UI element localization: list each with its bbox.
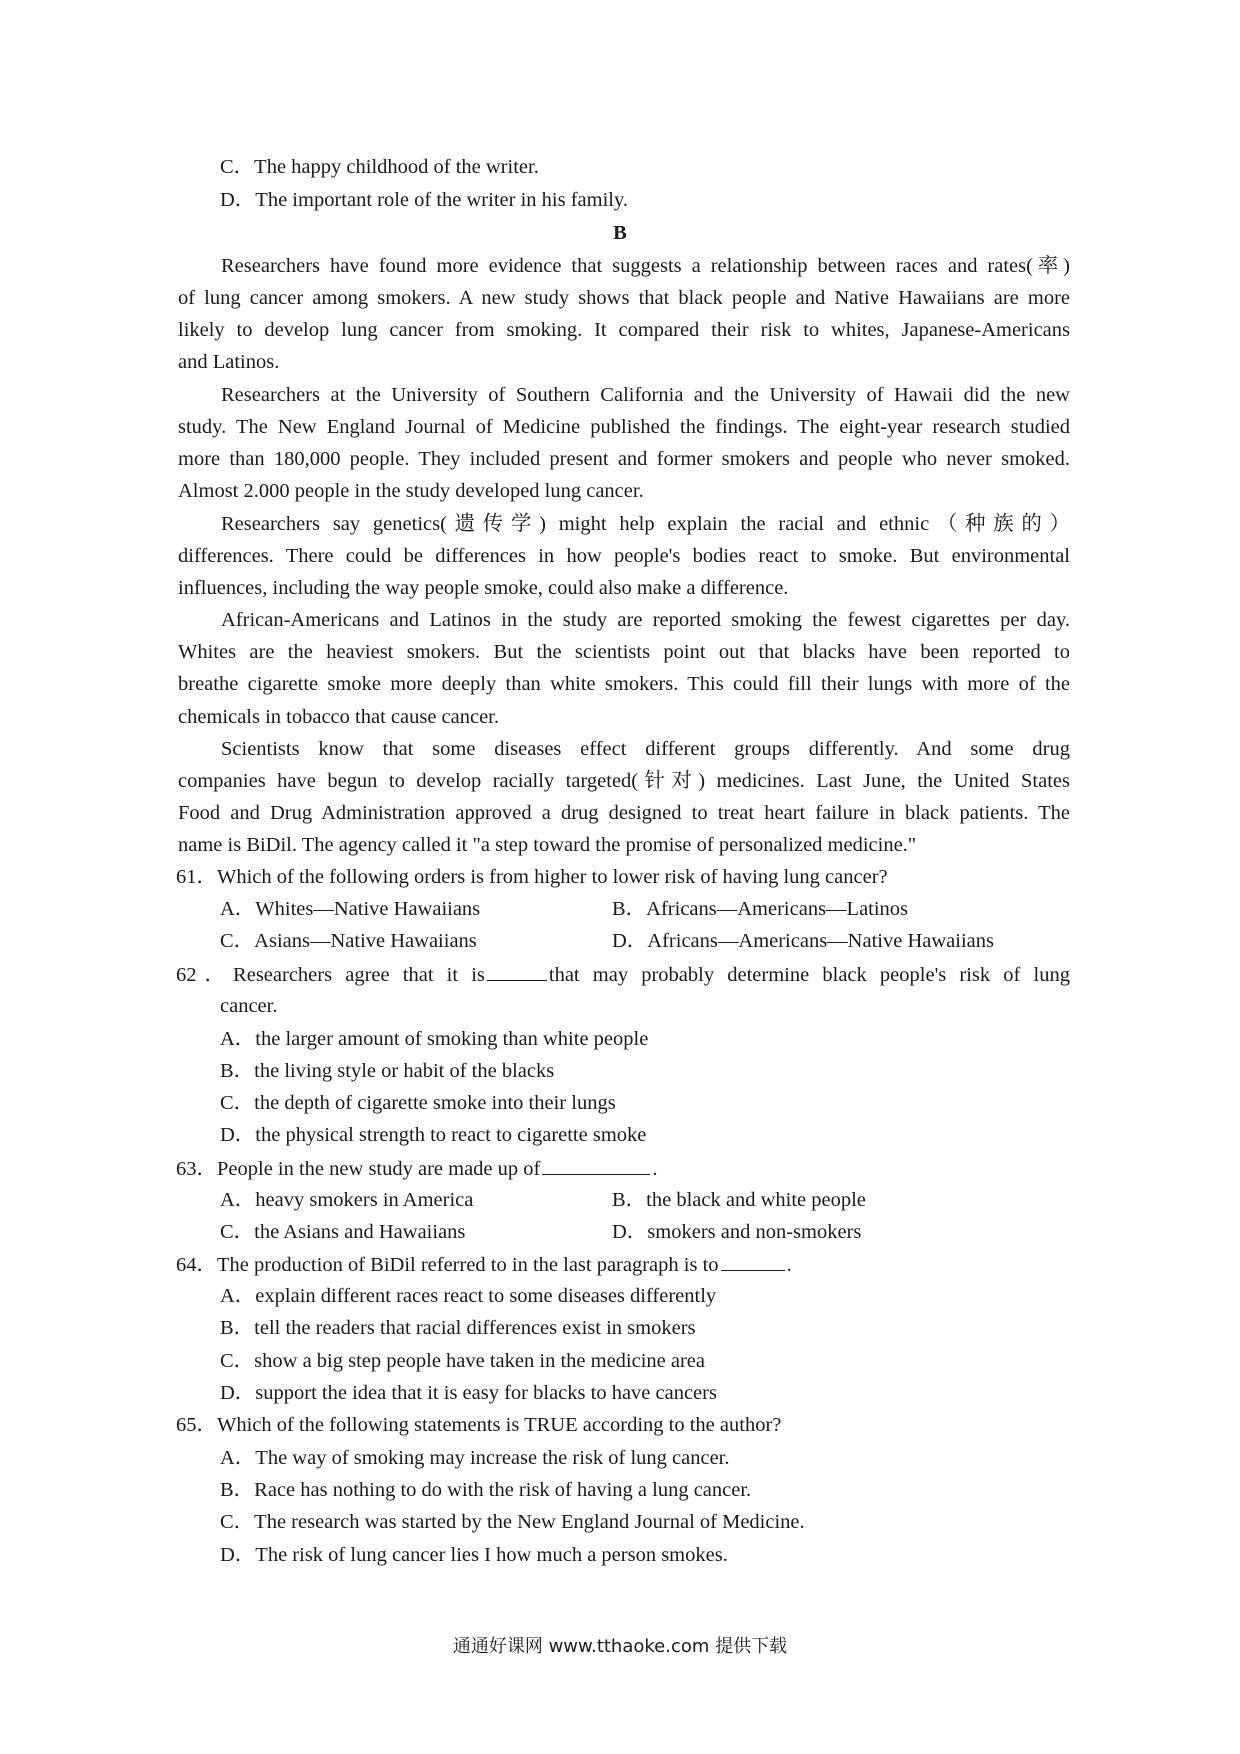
passage-line: Whites are the heaviest smokers. But the scientists point out that blacks have been reported to xyxy=(178,641,1070,663)
question-61-option-d[interactable]: D．Africans—Americans—Native Hawaiians xyxy=(612,930,994,952)
question-61-option-c[interactable]: C．Asians—Native Hawaiians xyxy=(220,930,477,952)
question-61-option-a[interactable]: A．Whites—Native Hawaiians xyxy=(220,898,481,920)
prev-option-d: D．The important role of the writer in his family. xyxy=(220,189,628,211)
question-65-option-d[interactable]: D．The risk of lung cancer lies I how much a person smokes. xyxy=(220,1544,728,1566)
passage-line: Scientists know that some diseases effect different groups differently. And some drug xyxy=(221,738,1070,760)
passage-line: of lung cancer among smokers. A new study shows that black people and Native Hawaiians are more xyxy=(178,287,1070,309)
answer-blank xyxy=(542,1154,650,1175)
question-63-stem-after: . xyxy=(652,1158,658,1180)
question-62-stem xyxy=(176,960,1070,989)
passage-line: Researchers at the University of Southern California and the University of Hawaii did the new xyxy=(221,384,1070,406)
passage-line: Food and Drug Administration approved a drug designed to treat heart failure in black patients. The xyxy=(178,802,1070,824)
question-64-stem-before: 64．The production of BiDil referred to in the last paragraph is to xyxy=(176,1254,719,1276)
passage-line: and Latinos. xyxy=(178,351,280,373)
question-62-stem-after: that may probably determine black people's risk of lung xyxy=(548,964,1070,986)
passage-line: African-Americans and Latinos in the study are reported smoking the fewest cigarettes per day. xyxy=(221,609,1070,631)
question-63-stem-before: 63．People in the new study are made up of xyxy=(176,1158,541,1180)
question-63-option-d[interactable]: D．smokers and non-smokers xyxy=(612,1221,862,1243)
question-65-stem: 65．Which of the following statements is TRUE according to the author? xyxy=(176,1414,782,1436)
question-64-option-c[interactable]: C．show a big step people have taken in the medicine area xyxy=(220,1350,706,1372)
passage-line: Researchers have found more evidence that suggests a relationship between races and rates(率) xyxy=(221,255,1070,277)
question-63-option-b[interactable]: B．the black and white people xyxy=(612,1189,866,1211)
question-62-stem-before: 62．Researchers agree that it is xyxy=(176,964,485,986)
section-label: B xyxy=(613,222,627,244)
question-62-option-b[interactable]: B．the living style or habit of the blacks xyxy=(220,1060,555,1082)
prev-option-c: C．The happy childhood of the writer. xyxy=(220,156,539,178)
passage-line: differences. There could be differences in how people's bodies react to smoke. But environmental xyxy=(178,545,1070,567)
question-64-option-a[interactable]: A．explain different races react to some diseases differently xyxy=(220,1285,717,1307)
question-62-stem-cont: cancer. xyxy=(220,995,278,1017)
answer-blank xyxy=(487,960,547,981)
page-footer: 通通好课网 www.tthaoke.com 提供下载 xyxy=(452,1636,788,1657)
question-62-option-a[interactable]: A．the larger amount of smoking than white people xyxy=(220,1028,649,1050)
question-64-option-d[interactable]: D．support the idea that it is easy for blacks to have cancers xyxy=(220,1382,717,1404)
passage-line: breathe cigarette smoke more deeply than white smokers. This could fill their lungs with more of the xyxy=(178,673,1070,695)
question-64-stem-after: . xyxy=(786,1254,792,1276)
question-61-option-b[interactable]: B．Africans—Americans—Latinos xyxy=(612,898,909,920)
passage-line: Almost 2.000 people in the study developed lung cancer. xyxy=(178,480,644,502)
question-64-option-b[interactable]: B．tell the readers that racial differences exist in smokers xyxy=(220,1317,696,1339)
passage-line: study. The New England Journal of Medicine published the findings. The eight-year research studied xyxy=(178,416,1070,438)
passage-line: likely to develop lung cancer from smoking. It compared their risk to whites, Japanese-Americans xyxy=(178,319,1070,341)
passage-line: chemicals in tobacco that cause cancer. xyxy=(178,706,500,728)
question-64-stem xyxy=(176,1250,792,1279)
question-65-option-a[interactable]: A．The way of smoking may increase the risk of lung cancer. xyxy=(220,1447,730,1469)
answer-blank xyxy=(721,1250,785,1271)
question-65-option-c[interactable]: C．The research was started by the New England Journal of Medicine. xyxy=(220,1511,805,1533)
question-65-option-b[interactable]: B．Race has nothing to do with the risk of having a lung cancer. xyxy=(220,1479,752,1501)
question-63-option-a[interactable]: A．heavy smokers in America xyxy=(220,1189,474,1211)
question-61-stem: 61．Which of the following orders is from higher to lower risk of having lung cancer? xyxy=(176,866,888,888)
passage-line: companies have begun to develop racially targeted(针对) medicines. Last June, the United States xyxy=(178,770,1070,792)
question-63-stem xyxy=(176,1154,657,1183)
passage-line: influences, including the way people smoke, could also make a difference. xyxy=(178,577,789,599)
question-62-option-d[interactable]: D．the physical strength to react to cigarette smoke xyxy=(220,1124,647,1146)
passage-line: name is BiDil. The agency called it "a step toward the promise of personalized medicine." xyxy=(178,834,917,856)
question-63-option-c[interactable]: C．the Asians and Hawaiians xyxy=(220,1221,466,1243)
passage-line: Researchers say genetics(遗传学) might help explain the racial and ethnic（种族的） xyxy=(221,513,1070,535)
passage-line: more than 180,000 people. They included present and former smokers and people who never smoked. xyxy=(178,448,1070,470)
question-62-option-c[interactable]: C．the depth of cigarette smoke into their lungs xyxy=(220,1092,616,1114)
